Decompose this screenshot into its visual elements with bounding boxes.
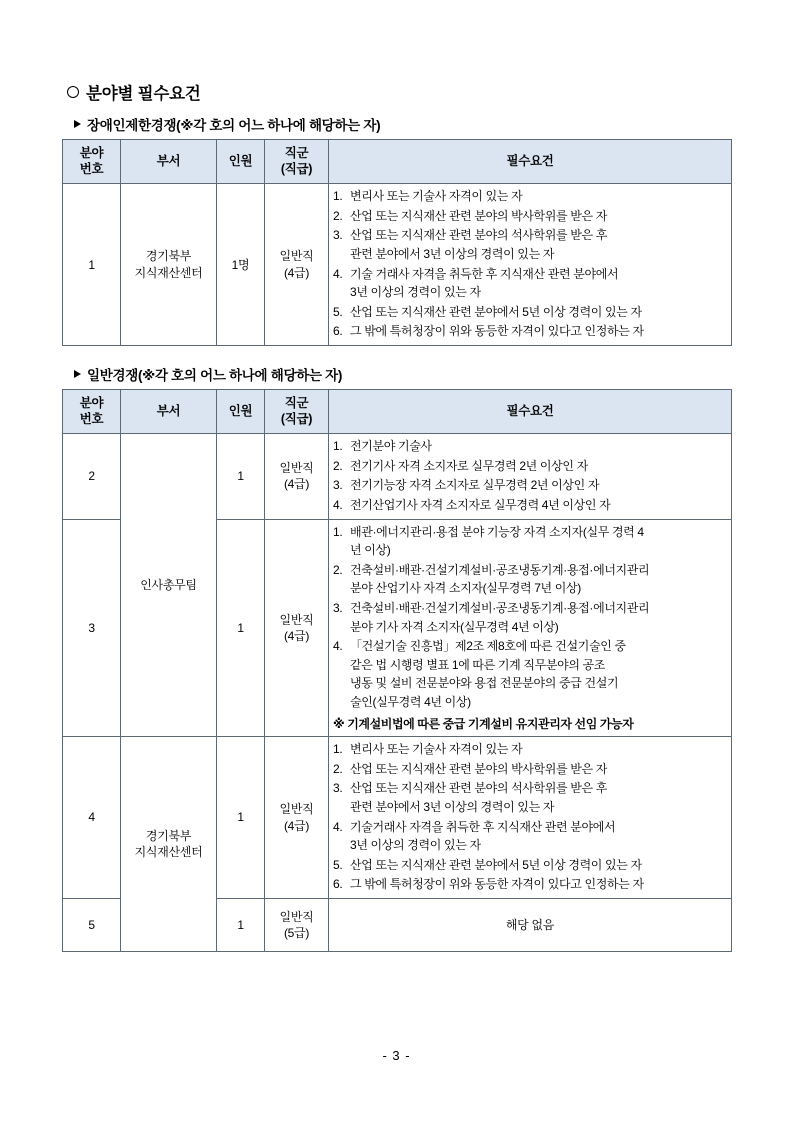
column-header-field-no-line1: 분야 xyxy=(79,146,104,160)
cell-count: 1 xyxy=(217,434,265,519)
cell-requirements xyxy=(329,737,732,899)
list-item: 3. 산업 또는 지식재산 관련 분야의 석사학위를 받은 후 관련 분야에서 3년 이상의 경력이 있는 자 xyxy=(333,781,607,814)
table-header-row xyxy=(63,390,732,434)
column-header-count: 인원 xyxy=(217,140,265,184)
column-header-field-no: 분야 번호 xyxy=(63,390,121,434)
column-header-dept: 부서 xyxy=(121,140,217,184)
cell-dept-group-hr: 인사총무팀 xyxy=(121,434,217,737)
cell-count: 1 xyxy=(217,737,265,899)
column-header-count: 인원 xyxy=(217,390,265,434)
list-item: 4. 「건설기술 진흥법」제2조 제8호에 따른 건설기술인 중 같은 법 시행령 별표 1에 따른 기계 직무분야의 공조 냉동 및 설비 전문분야와 용접 전문분야의 중급 건설기 술인(실무경력 4년 이상) xyxy=(333,639,626,709)
open-competition-table xyxy=(62,389,732,952)
column-header-requirements: 필수요건 xyxy=(329,140,732,184)
list-item: 1. 변리사 또는 기술사 자격이 있는 자 xyxy=(333,742,523,757)
list-item: 2. 건축설비·배관·건설기계설비·공조냉동기계·용접·에너지관리 분야 산업기사 자격 소지자(실무경력 7년 이상) xyxy=(333,562,650,596)
column-header-field-no-line2: 번호 xyxy=(79,161,104,176)
cell-field-no: 2 xyxy=(63,434,121,519)
page-number: - 3 - xyxy=(382,1048,411,1063)
triangle-bullet-icon xyxy=(74,120,81,128)
table1-heading-text: 장애인제한경쟁(※각 호의 어느 하나에 해당하는 자) xyxy=(87,118,381,133)
section-title xyxy=(67,80,731,104)
list-item: 3. 산업 또는 지식재산 관련 분야의 석사학위를 받은 후 관련 분야에서 3년 이상의 경력이 있는 자 xyxy=(333,228,607,262)
list-item: 2. 산업 또는 지식재산 관련 분야의 박사학위를 받은 자 xyxy=(333,761,607,776)
column-header-rank: 직군 (직급) xyxy=(265,390,329,434)
cell-requirements xyxy=(329,184,732,346)
cell-dept-line2: 지식재산센터 xyxy=(134,265,203,280)
cell-field-no: 5 xyxy=(63,898,121,951)
cell-field-no: 4 xyxy=(63,737,121,899)
cell-requirements: 해당 없음 xyxy=(329,898,732,951)
cell-rank: 일반직 (4급) xyxy=(265,737,329,899)
list-item: 6. 그 밖에 특허청장이 위와 동등한 자격이 있다고 인정하는 자 xyxy=(333,324,644,339)
table-row xyxy=(63,434,732,519)
requirement-note: ※ 기계설비법에 따른 중급 기계설비 유지관리자 선임 가능자 xyxy=(333,716,634,731)
column-header-field-no xyxy=(63,140,121,184)
triangle-bullet-icon xyxy=(74,370,81,378)
column-header-rank-line2: (직급) xyxy=(280,161,313,176)
list-item: 6. 그 밖에 특허청장이 위와 동등한 자격이 있다고 인정하는 자 xyxy=(333,877,644,892)
list-item: 4. 기술거래사 자격을 취득한 후 지식재산 관련 분야에서 3년 이상의 경력이 있는 자 xyxy=(333,819,616,853)
requirement-list xyxy=(333,437,727,514)
requirement-list xyxy=(333,523,727,712)
cell-requirements xyxy=(329,434,732,519)
list-item: 4. 기술 거래사 자격을 취득한 후 지식재산 관련 분야에서 3년 이상의 경력이 있는 자 xyxy=(333,266,619,300)
table-row xyxy=(63,737,732,899)
list-item: 5. 산업 또는 지식재산 관련 분야에서 5년 이상 경력이 있는 자 xyxy=(333,304,642,319)
list-item: 4. 전기산업기사 자격 소지자로 실무경력 4년 이상인 자 xyxy=(333,498,611,513)
cell-rank: 일반직 (5급) xyxy=(265,898,329,951)
section-title-text: 분야별 필수요건 xyxy=(86,85,201,103)
cell-dept-group-ipcenter: 경기북부 지식재산센터 xyxy=(121,737,217,952)
cell-field-no: 3 xyxy=(63,519,121,737)
cell-field-no: 1 xyxy=(63,184,121,346)
list-item: 1. 변리사 또는 기술사 자격이 있는 자 xyxy=(333,189,523,204)
cell-rank: 일반직 (4급) xyxy=(265,434,329,519)
list-item: 1. 배관·에너지관리·용접 분야 기능장 자격 소지자(실무 경력 4 년 이상) xyxy=(333,524,644,558)
list-item: 3. 건축설비·배관·건설기계설비·공조냉동기계·용접·에너지관리 분야 기사 자격 소지자(실무경력 4년 이상) xyxy=(333,601,650,634)
cell-dept xyxy=(121,184,217,346)
list-item: 2. 전기기사 자격 소지자로 실무경력 2년 이상인 자 xyxy=(333,458,588,473)
cell-rank xyxy=(265,184,329,346)
cell-count: 1 xyxy=(217,898,265,951)
cell-count: 1명 xyxy=(217,184,265,346)
requirement-list xyxy=(333,740,727,894)
cell-dept-line1: 경기북부 xyxy=(145,249,192,264)
table2-heading-text: 일반경쟁(※각 호의 어느 하나에 해당하는 자) xyxy=(87,368,343,383)
cell-rank-line1: 일반직 xyxy=(279,249,314,264)
list-item: 5. 산업 또는 지식재산 관련 분야에서 5년 이상 경력이 있는 자 xyxy=(333,857,642,872)
list-item: 3. 전기기능장 자격 소지자로 실무경력 2년 이상인 자 xyxy=(333,478,600,493)
list-item: 1. 전기분야 기술사 xyxy=(333,439,432,454)
column-header-rank-line1: 직군 xyxy=(284,146,309,160)
cell-rank: 일반직 (4급) xyxy=(265,519,329,737)
table-header-row xyxy=(63,140,732,184)
column-header-rank xyxy=(265,140,329,184)
cell-rank-line2: (4급) xyxy=(283,265,310,280)
cell-requirements xyxy=(329,519,732,737)
circle-bullet-icon xyxy=(67,86,79,98)
table1-heading xyxy=(74,114,731,134)
cell-count: 1 xyxy=(217,519,265,737)
table2-heading xyxy=(74,364,731,384)
disabled-limited-competition-table xyxy=(62,139,732,346)
column-header-requirements: 필수요건 xyxy=(329,390,732,434)
table-row xyxy=(63,184,732,346)
list-item: 2. 산업 또는 지식재산 관련 분야의 박사학위를 받은 자 xyxy=(333,208,607,223)
column-header-dept: 부서 xyxy=(121,390,217,434)
requirement-list xyxy=(333,187,727,341)
